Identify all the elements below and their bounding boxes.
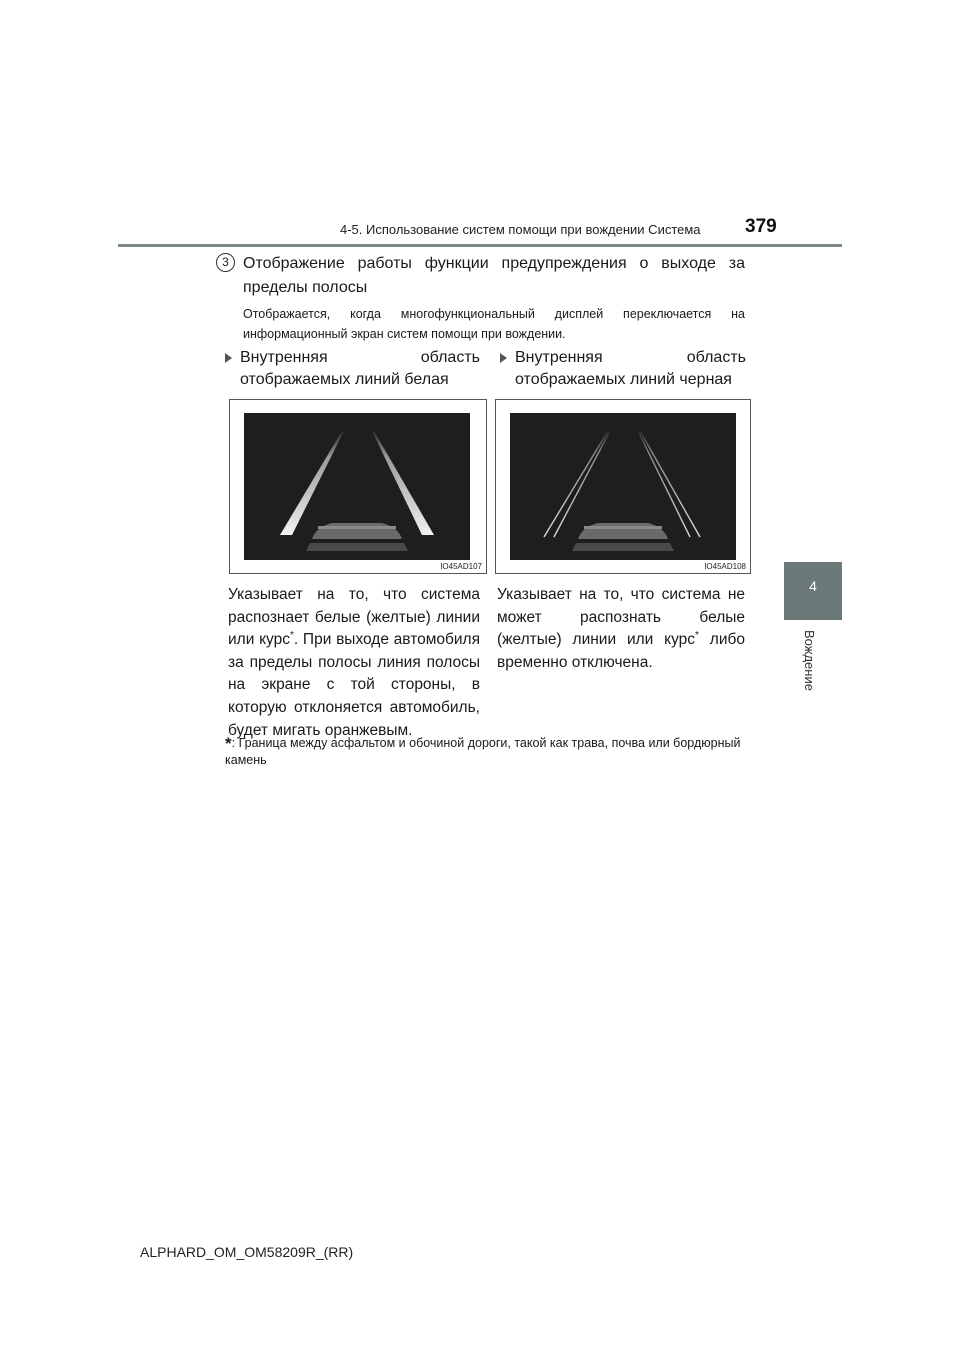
display-screen <box>244 413 470 560</box>
illustration-white-lines <box>229 399 487 574</box>
image-code: IO45AD107 <box>440 562 482 571</box>
lane-line-left-outline <box>544 431 610 537</box>
document-id: ALPHARD_OM_OM58209R_(RR) <box>140 1244 354 1260</box>
subheading-black-lines <box>500 347 746 391</box>
lane-line-right-outline <box>638 431 700 537</box>
illustration-black-lines <box>495 399 751 574</box>
display-screen <box>510 413 736 560</box>
paragraph-white-lines: Указывает на то, что система распознает белые (желтые) линии или курс*. При выходе автомобиля за пределы полосы линия полосы на экране с той стороны, в которую отклоняется автомобиль, будет мигать оранжевым. <box>228 586 480 739</box>
footnote-text: : Граница между асфальтом и обочиной дороги, такой как трава, почва или бордюрный камень <box>225 736 741 767</box>
car-hood-icon <box>578 523 668 539</box>
paragraph-black-lines: Указывает на то, что система не может распознать белые (желтые) линии или курс* либо временно отключена. <box>497 586 745 671</box>
subheading-white-lines <box>225 347 480 391</box>
footnote-mark: * <box>695 630 699 642</box>
lane-line-right <box>372 431 434 535</box>
page-number: 379 <box>745 216 777 237</box>
item-number-badge: 3 <box>216 253 235 272</box>
footnote-asterisk: * <box>225 734 232 753</box>
footnote-mark: * <box>289 630 294 642</box>
chapter-tab <box>784 562 842 620</box>
lane-line-left <box>280 431 344 535</box>
car-hood-icon <box>312 523 402 539</box>
triangle-bullet-icon <box>225 353 232 363</box>
footnote <box>225 735 745 769</box>
running-header: 4-5. Использование систем помощи при вождении Система <box>340 222 701 237</box>
subheading-text: Внутренняя область отображаемых линий белая <box>240 349 480 388</box>
lane-display-black <box>510 413 736 560</box>
header-rule <box>118 244 842 247</box>
lane-display-white <box>244 413 470 560</box>
section-title: Отображение работы функции предупреждения о выходе за пределы полосы <box>243 255 745 296</box>
chapter-number: 4 <box>809 578 817 594</box>
chapter-label: Вождение <box>802 630 817 691</box>
triangle-bullet-icon <box>500 353 507 363</box>
subheading-text: Внутренняя область отображаемых линий черная <box>515 349 746 388</box>
section-description: Отображается, когда многофункциональный дисплей переключается на информационный экран систем помощи при вождении. <box>243 307 745 341</box>
image-code: IO45AD108 <box>704 562 746 571</box>
